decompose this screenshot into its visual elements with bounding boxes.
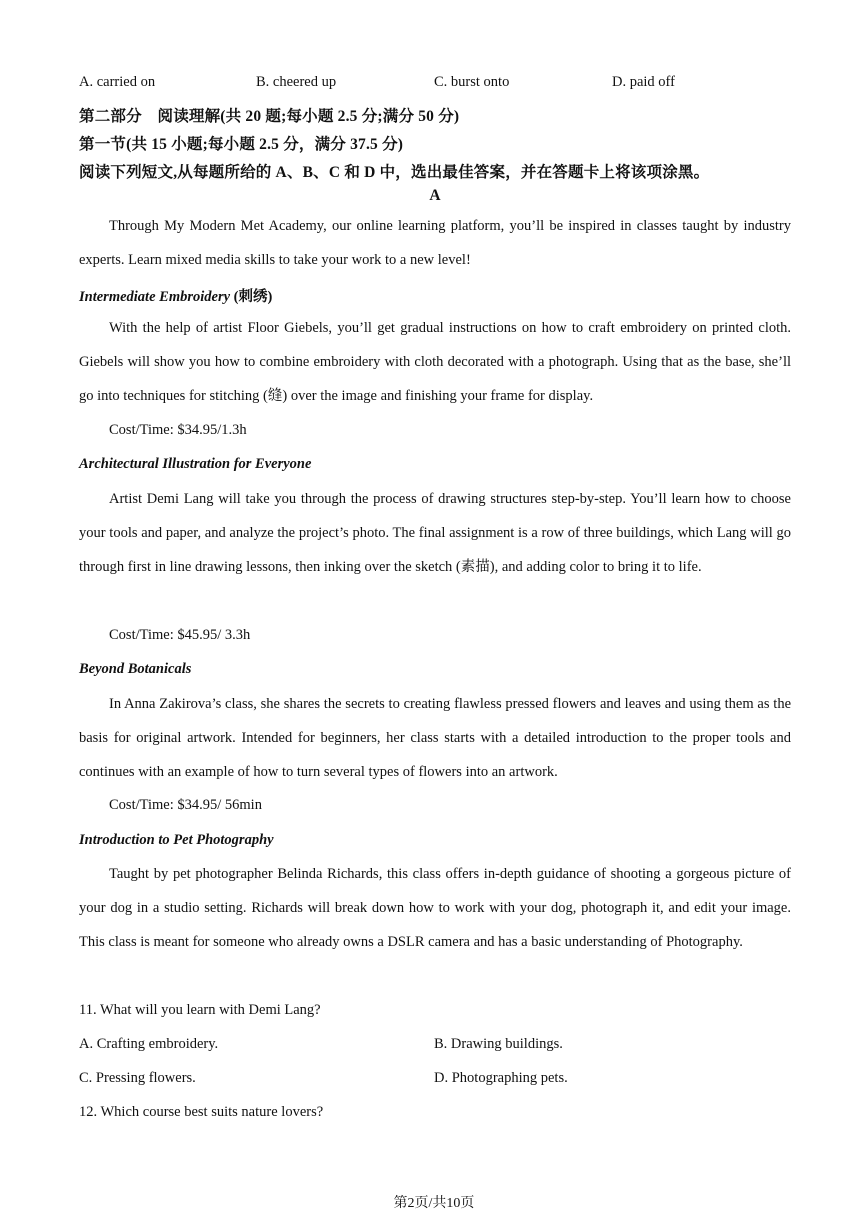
course-cost-botanicals: Cost/Time: $34.95/ 56min <box>109 797 262 813</box>
course-text-architecture: Artist Demi Lang will take you through the process of drawing structures step-by-step. You’ll learn how to choose your tools and paper, and analyze the project’s photo. The final assignment is a row of three buildings, which Lang will go through first in line drawing lessons, then inking over the sketch (素描), and adding color to bring it to life. <box>79 491 791 575</box>
previous-question-options <box>79 74 791 94</box>
question-11-option-b: B. Drawing buildings. <box>434 1036 563 1052</box>
course-title-architecture: Architectural Illustration for Everyone <box>79 456 312 472</box>
course-cost-architecture: Cost/Time: $45.95/ 3.3h <box>109 627 251 643</box>
option-a: A. carried on <box>79 74 156 90</box>
question-12-stem: 12. Which course best suits nature lovers? <box>79 1104 324 1120</box>
question-11-option-a: A. Crafting embroidery. <box>79 1036 219 1052</box>
course-text-botanicals: In Anna Zakirova’s class, she shares the secrets to creating flawless pressed flowers and leaves and using them as the basis for original artwork. Intended for beginners, her class starts with a detailed introduction to the proper tools and continues with an example of how to turn several types of flowers into an artwork. <box>79 696 791 780</box>
intro-paragraph: Through My Modern Met Academy, our online learning platform, you’ll be inspired in classes taught by industry experts. Learn mixed media skills to take your work to a new level! <box>79 218 791 268</box>
reading-instruction: 阅读下列短文,从每题所给的 A、B、C 和 D 中，选出最佳答案，并在答题卡上将该项涂黑。 <box>79 164 710 181</box>
question-11-option-c: C. Pressing flowers. <box>79 1070 196 1086</box>
option-d: D. paid off <box>612 74 675 90</box>
course-title-botanicals: Beyond Botanicals <box>79 661 192 677</box>
course-title-embroidery: Intermediate Embroidery (刺绣) <box>79 289 273 305</box>
course-title-pet-photography: Introduction to Pet Photography <box>79 832 274 848</box>
course-cost-embroidery: Cost/Time: $34.95/1.3h <box>109 422 247 438</box>
course-text-embroidery: With the help of artist Floor Giebels, you’ll get gradual instructions on how to craft embroidery on printed cloth. Giebels will show you how to combine embroidery with cloth decorated with a photograph. Using that as the base, she’ll go into techniques for stitching (缝) over the image and finishing your frame for display. <box>79 320 791 404</box>
section-one-heading: 第一节(共 15 小题;每小题 2.5 分，满分 37.5 分) <box>79 136 404 153</box>
page-number: 第2页/共10页 <box>393 1196 475 1211</box>
option-c: C. burst onto <box>434 74 510 90</box>
part-two-heading: 第二部分 阅读理解(共 20 题;每小题 2.5 分;满分 50 分) <box>79 108 460 125</box>
question-11-stem: 11. What will you learn with Demi Lang? <box>79 1002 321 1018</box>
question-11-option-d: D. Photographing pets. <box>434 1070 568 1086</box>
passage-letter: A <box>429 187 441 204</box>
option-b: B. cheered up <box>256 74 337 90</box>
course-text-pet-photography: Taught by pet photographer Belinda Richards, this class offers in-depth guidance of shooting a gorgeous picture of your dog in a studio setting. Richards will break down how to work with your dog, photograph it, and edit your image. This class is meant for someone who already owns a DSLR camera and has a basic understanding of Photography. <box>79 866 791 950</box>
